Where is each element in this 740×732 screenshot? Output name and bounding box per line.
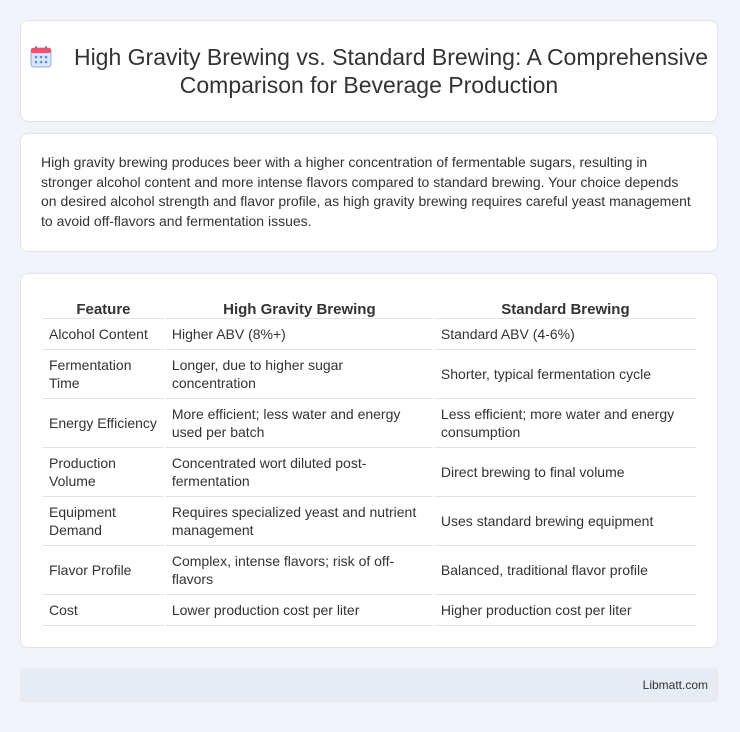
- footer-brand[interactable]: Libmatt.com: [642, 678, 708, 692]
- high-gravity-cell: Requires specialized yeast and nutrient management: [166, 497, 433, 546]
- page-title-text: High Gravity Brewing vs. Standard Brewing: A Comprehensive Comparison for Beverage Production: [73, 44, 709, 98]
- standard-cell: Higher production cost per liter: [435, 595, 696, 626]
- feature-cell: Fermentation Time: [43, 350, 164, 399]
- feature-cell: Flavor Profile: [43, 546, 164, 595]
- standard-cell: Standard ABV (4-6%): [435, 319, 696, 350]
- feature-cell: Alcohol Content: [43, 319, 164, 350]
- standard-cell: Shorter, typical fermentation cycle: [435, 350, 696, 399]
- calendar-icon: [30, 46, 52, 68]
- feature-cell: Equipment Demand: [43, 497, 164, 546]
- footer: [20, 668, 718, 702]
- standard-cell: Direct brewing to final volume: [435, 448, 696, 497]
- title-card: [20, 20, 718, 122]
- page-title: [21, 43, 717, 99]
- header-standard: Standard Brewing: [435, 295, 696, 319]
- comparison-table: [41, 295, 698, 626]
- table-row: [43, 546, 696, 595]
- header-feature: Feature: [43, 295, 164, 319]
- feature-cell: Production Volume: [43, 448, 164, 497]
- feature-cell: Cost: [43, 595, 164, 626]
- intro-paragraph: High gravity brewing produces beer with a higher concentration of fermentable sugars, resulting in stronger alcohol content and more intense flavors compared to standard brewing. Your choice depends on desired alcohol strength and flavor profile, as high gravity brewing requires careful yeast management to avoid off-flavors and fermentation issues.: [41, 154, 691, 229]
- table-row: [43, 350, 696, 399]
- standard-cell: Balanced, traditional flavor profile: [435, 546, 696, 595]
- standard-cell: Less efficient; more water and energy consumption: [435, 399, 696, 448]
- high-gravity-cell: Longer, due to higher sugar concentration: [166, 350, 433, 399]
- comparison-card: [20, 273, 718, 648]
- standard-cell: Uses standard brewing equipment: [435, 497, 696, 546]
- feature-cell: Energy Efficiency: [43, 399, 164, 448]
- high-gravity-cell: Complex, intense flavors; risk of off-flavors: [166, 546, 433, 595]
- high-gravity-cell: Higher ABV (8%+): [166, 319, 433, 350]
- table-row: [43, 399, 696, 448]
- table-row: [43, 319, 696, 350]
- header-high-gravity: High Gravity Brewing: [166, 295, 433, 319]
- table-row: [43, 448, 696, 497]
- table-row: [43, 595, 696, 626]
- table-header-row: [43, 295, 696, 319]
- high-gravity-cell: More efficient; less water and energy used per batch: [166, 399, 433, 448]
- high-gravity-cell: Concentrated wort diluted post-fermentation: [166, 448, 433, 497]
- table-row: [43, 497, 696, 546]
- intro-card: [20, 133, 718, 252]
- high-gravity-cell: Lower production cost per liter: [166, 595, 433, 626]
